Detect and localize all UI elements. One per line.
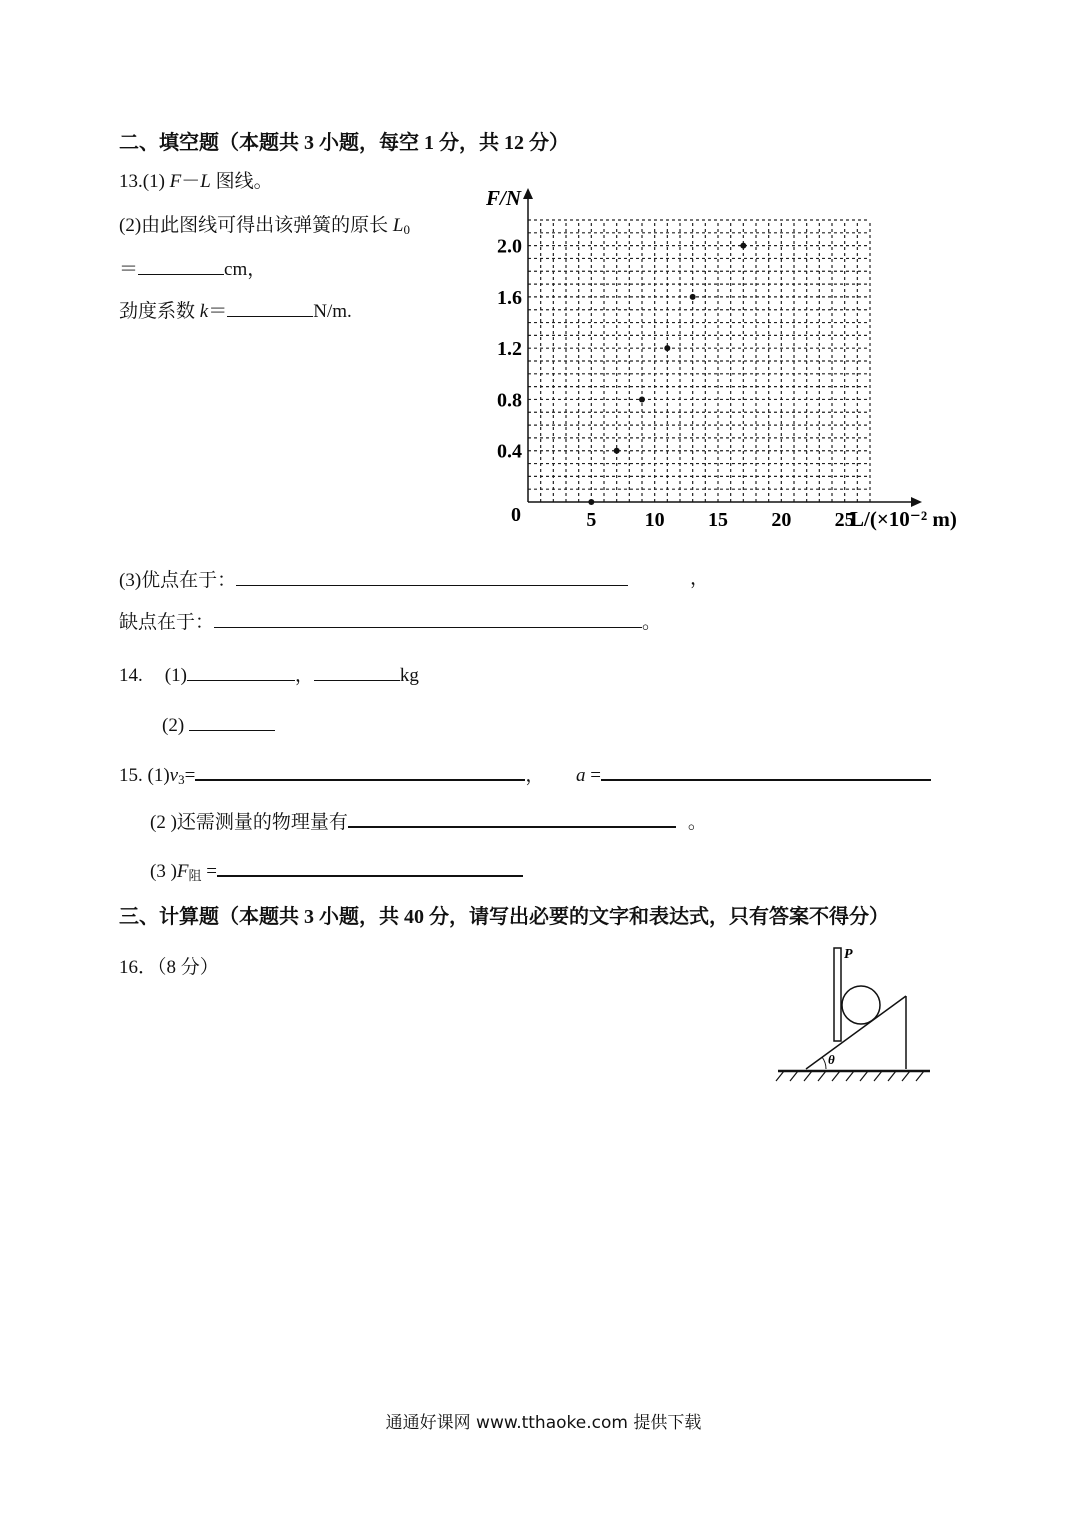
quantity-blank[interactable] [348, 808, 676, 828]
q15-part2: (2 )还需测量的物理量有 。 [150, 808, 707, 835]
y-tick-label: 0.8 [497, 389, 522, 412]
q13-part3-pros: (3)优点在于： [119, 567, 628, 593]
y-tick-label: 1.6 [497, 286, 522, 309]
y-axis-label: F/N [486, 186, 522, 210]
x-tick-label: 10 [644, 509, 665, 531]
x-tick-label: 15 [708, 509, 728, 531]
q16-label: 16．（8 分） [119, 957, 219, 978]
x-tick-label: 5 [586, 509, 597, 531]
q15-acceleration: a = [576, 761, 931, 788]
friction-blank[interactable] [217, 857, 523, 877]
v3-blank[interactable] [195, 761, 525, 781]
q15-part3: (3 )$F_阻$ = [150, 857, 523, 888]
q14-blank-1[interactable] [187, 662, 295, 681]
x-tick-label: 20 [771, 509, 792, 531]
q13-part3-cons: 缺点在于： 。 [119, 609, 661, 635]
data-point [639, 396, 645, 402]
f-l-chart [470, 180, 970, 540]
x-tick-label: 25 [834, 509, 855, 531]
x-axis-label: L/(×10⁻² m) [850, 507, 957, 531]
k-blank[interactable] [227, 298, 313, 317]
data-point [614, 448, 620, 454]
figure-label-p: P [844, 947, 853, 962]
q14-blank-2[interactable] [314, 662, 400, 681]
chart-axes [523, 188, 922, 507]
section-2-title: 二、填空题（本题共 3 小题，每空 1 分，共 12 分） [119, 132, 569, 154]
q13-length-line: ＝ cm， [119, 256, 266, 282]
q14-part2: (2) [162, 712, 275, 738]
y-tick-label: 2.0 [497, 235, 522, 258]
q14-part1: 14. (1) ， kg [119, 662, 419, 688]
origin-label: 0 [511, 504, 521, 526]
length-blank[interactable] [138, 256, 224, 275]
incline-ball-figure [770, 940, 940, 1090]
footer-credit: 通通好课网 www.tthaoke.com 提供下载 [385, 1413, 702, 1433]
q15-part1: 15. $(1)v_3=$ ， [119, 761, 544, 792]
figure-label-theta: θ [828, 1052, 835, 1067]
chart-grid [528, 220, 870, 502]
data-point [588, 499, 594, 505]
a-blank[interactable] [601, 761, 931, 781]
data-point [664, 345, 670, 351]
q13-part2: (2)由此图线可得出该弹簧的原长 $L_0$ [119, 215, 410, 237]
q13-part1: 13.(1) F－L 图线。 [119, 171, 273, 192]
disadvantage-blank[interactable] [214, 609, 642, 628]
data-point [740, 243, 746, 249]
y-tick-label: 0.4 [497, 440, 522, 463]
q14-blank-3[interactable] [189, 712, 275, 731]
q13-k-line: 劲度系数 k＝ N/m. [119, 298, 352, 324]
q13-comma: ， [690, 568, 710, 589]
y-tick-label: 1.2 [497, 338, 522, 361]
section-3-title: 三、计算题（本题共 3 小题，共 40 分，请写出必要的文字和表达式，只有答案不得分） [119, 906, 889, 928]
data-point [690, 294, 696, 300]
advantage-blank[interactable] [236, 567, 628, 586]
